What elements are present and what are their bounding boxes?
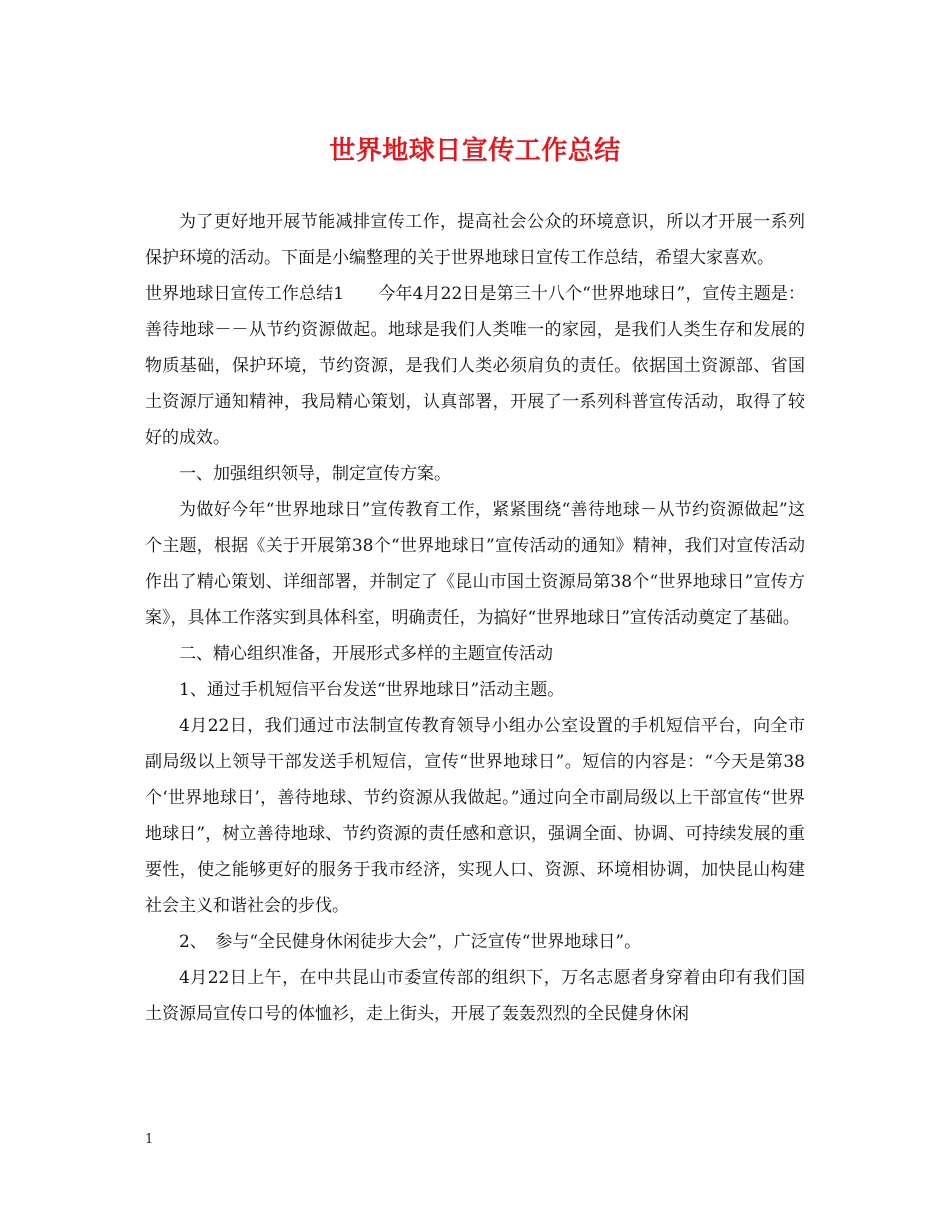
paragraph-intro: 为了更好地开展节能减排宣传工作，提高社会公众的环境意识，所以才开展一系列保护环境的活动。下面是小编整理的关于世界地球日宣传工作总结，希望大家喜欢。 <box>145 212 805 268</box>
paragraph-subsection-2: 4月22日上午，在中共昆山市委宣传部的组织下，万名志愿者身穿着由印有我们国土资源局宣传口号的体恤衫，走上街头，开展了轰轰烈烈的全民健身休闲 <box>145 968 805 1024</box>
paragraph-summary-1: 世界地球日宣传工作总结1 今年4月22日是第三十八个“世界地球日”，宣传主题是：善待地球－－从节约资源做起。地球是我们人类唯一的家园，是我们人类生存和发展的物质基础，保护环境，节约资源，是我们人类必须肩负的责任。依据国土资源部、省国土资源厅通知精神，我局精心策划，认真部署，开展了一系列科普宣传活动，取得了较好的成效。 <box>145 284 805 448</box>
subsection-heading-1: 1、通过手机短信平台发送“世界地球日”活动主题。 <box>179 680 565 700</box>
section-heading-2: 二、精心组织准备，开展形式多样的主题宣传活动 <box>179 644 553 664</box>
paragraph-subsection-1: 4月22日，我们通过市法制宣传教育领导小组办公室设置的手机短信平台，向全市副局级以上领导干部发送手机短信，宣传“世界地球日”。短信的内容是：“今天是第38个‘世界地球日’，善待地球、节约资源从我做起。”通过向全市副局级以上干部宣传“世界地球日”，树立善待地球、节约资源的责任感和意识，强调全面、协调、可持续发展的重要性，使之能够更好的服务于我市经济，实现人口、资源、环境相协调，加快昆山构建社会主义和谐社会的步伐。 <box>145 716 805 916</box>
document-body <box>145 204 805 1032</box>
page-number: 1 <box>145 1132 154 1147</box>
subsection-heading-2: 2、 参与“全民健身休闲徒步大会”，广泛宣传“世界地球日”。 <box>179 932 642 952</box>
section-heading-1: 一、加强组织领导，制定宣传方案。 <box>179 464 451 484</box>
paragraph-section-1: 为做好今年“世界地球日”宣传教育工作，紧紧围绕“善待地球－从节约资源做起”这个主题，根据《关于开展第38个“世界地球日”宣传活动的通知》精神，我们对宣传活动作出了精心策划、详细部署，并制定了《昆山市国土资源局第38个“世界地球日”宣传方案》，具体工作落实到具体科室，明确责任，为搞好“世界地球日”宣传活动奠定了基础。 <box>145 500 805 628</box>
document-title: 世界地球日宣传工作总结 <box>329 136 621 166</box>
